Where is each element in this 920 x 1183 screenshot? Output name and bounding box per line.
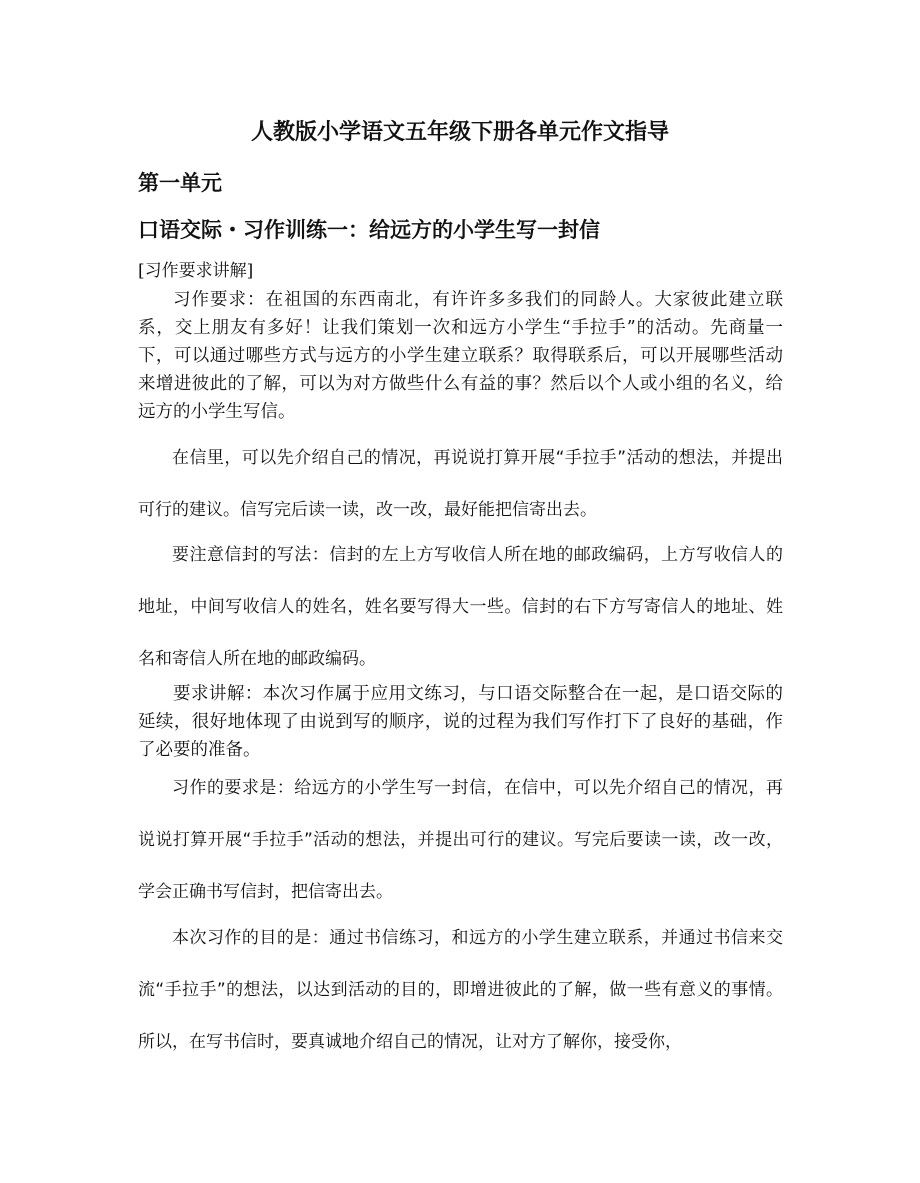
paragraph-envelope-format: 要注意信封的写法：信封的左上方写收信人所在地的邮政编码，上方写收信人的地址，中间写收信人的姓名，姓名要写得大一些。信封的右下方写寄信人的地址、姓名和寄信人所在地的邮政编码。 xyxy=(138,545,783,669)
unit-heading: 第一单元 xyxy=(138,171,222,195)
section-heading: 口语交际・习作训练一：给远方的小学生写一封信 xyxy=(138,218,600,242)
paragraph-assignment-purpose: 本次习作的目的是：通过书信练习，和远方的小学生建立联系，并通过书信来交流“手拉手”的想法，以达到活动的目的，即增进彼此的了解，做一些有意义的事情。所以，在写书信时，要真诚地介绍自己的情况，让对方了解你，接受你， xyxy=(138,928,783,1052)
paragraph-assignment-goals: 习作的要求是：给远方的小学生写一封信，在信中，可以先介绍自己的情况，再说说打算开展“手拉手”活动的想法，并提出可行的建议。写完后要读一读，改一改，学会正确书写信封，把信寄出去。 xyxy=(138,778,783,902)
paragraph-assignment-requirements: 习作要求：在祖国的东西南北，有许许多多我们的同龄人。大家彼此建立联系，交上朋友有多好！让我们策划一次和远方小学生“手拉手”的活动。先商量一下，可以通过哪些方式与远方的小学生建立联系？取得联系后，可以开展哪些活动来增进彼此的了解，可以为对方做些什么有益的事？然后以个人或小组的名义，给远方的小学生写信。 xyxy=(138,290,783,422)
paragraph-letter-content: 在信里，可以先介绍自己的情况，再说说打算开展“手拉手”活动的想法，并提出可行的建议。信写完后读一读，改一改，最好能把信寄出去。 xyxy=(138,448,783,520)
paragraph-requirement-explanation: 要求讲解：本次习作属于应用文练习，与口语交际整合在一起，是口语交际的延续，很好地体现了由说到写的顺序，说的过程为我们写作打下了良好的基础，作了必要的准备。 xyxy=(138,684,783,760)
document-title: 人教版小学语文五年级下册各单元作文指导 xyxy=(250,120,669,145)
requirement-label: [习作要求讲解] xyxy=(138,261,254,281)
